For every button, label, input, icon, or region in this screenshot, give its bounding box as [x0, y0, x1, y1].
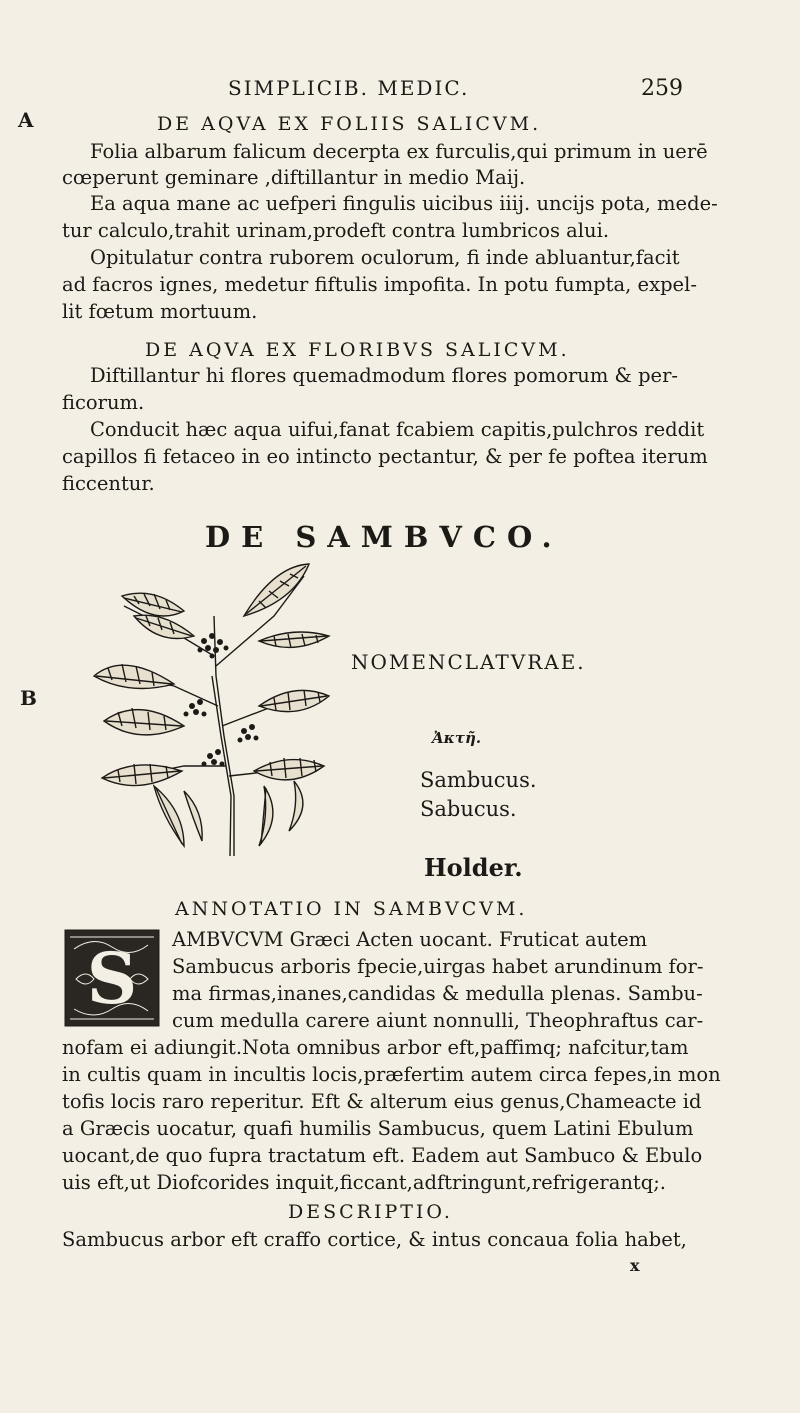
text-line: cum medulla carere aiunt nonnulli, Theophraftus car- [172, 1009, 704, 1032]
text-line: uocant,de quo fupra tractatum eft. Eadem aut Sambuco & Ebulo [62, 1144, 703, 1167]
text-line: Diftillantur hi flores quemadmodum flores pomorum & per- [90, 364, 679, 387]
text-line: Ea aqua mane ac uefperi fingulis uicibus iiij. uncijs pota, mede- [90, 192, 718, 215]
text-line: Conducit hæc aqua uifui,fanat fcabiem capitis,pulchros reddit [90, 418, 705, 441]
text-line: tur calculo,trahit urinam,prodeft contra lumbricos alui. [62, 219, 610, 242]
latin-name: Sabucus. [420, 797, 517, 821]
text-line: capillos fi fetaceo in eo intincto pectantur, & per fe poftea iterum [62, 445, 708, 468]
text-line: ad facros ignes, medetur fiftulis impofita. In potu fumpta, expel- [62, 273, 697, 296]
nomenclature-heading: NOMENCLATVRAE. [351, 650, 586, 674]
elder-plant-woodcut [84, 556, 332, 864]
german-name: Holder. [424, 853, 523, 882]
margin-letter-a: A [18, 108, 34, 132]
text-line: Sambucus arbor eft craffo cortice, & intus concaua folia habet, [62, 1228, 687, 1251]
text-line: Folia albarum falicum decerpta ex furculis,qui primum in uerē [90, 140, 708, 163]
margin-letter-b: B [20, 686, 37, 710]
text-line: Sambucus arboris fpecie,uirgas habet arundinum for- [172, 955, 704, 978]
section-heading-flowers: DE AQVA EX FLORIBVS SALICVM. [145, 339, 570, 361]
text-line: nofam ei adiungit.Nota omnibus arbor eft,paffimq; nafcitur,tam [62, 1036, 689, 1059]
text-line: Opitulatur contra ruborem oculorum, fi inde abluantur,facit [90, 246, 680, 269]
page-number: 259 [641, 76, 683, 101]
svg-text:S: S [86, 937, 138, 1020]
text-line: cœperunt geminare ,diftillantur in medio Maij. [62, 166, 526, 189]
text-line: tofis locis raro reperitur. Eft & alterum eius genus,Chameacte id [62, 1090, 702, 1113]
running-title: SIMPLICIB. MEDIC. [228, 76, 470, 100]
text-line: in cultis quam in incultis locis,præfertim autem circa fepes,in mon [62, 1063, 721, 1086]
annotatio-heading: ANNOTATIO IN SAMBVCVM. [175, 898, 528, 920]
text-line: ficorum. [62, 391, 145, 414]
descriptio-heading: DESCRIPTIO. [288, 1201, 453, 1223]
text-line: lit fœtum mortuum. [62, 300, 258, 323]
text-line: uis eft,ut Diofcorides inquit,ficcant,adftringunt,refrigerantq;. [62, 1171, 667, 1194]
text-line: ma firmas,inanes,candidas & medulla plenas. Sambu- [172, 982, 703, 1005]
chapter-heading-sambucus: DE SAMBVCO. [205, 520, 563, 554]
greek-name: Ἀκτῆ. [432, 729, 482, 747]
signature-mark: x [630, 1256, 640, 1275]
section-heading-leaves: DE AQVA EX FOLIIS SALICVM. [157, 113, 542, 135]
text-line: ficcentur. [62, 472, 155, 495]
latin-name: Sambucus. [420, 768, 537, 792]
text-line: AMBVCVM Græci Acten uocant. Fruticat autem [172, 928, 648, 951]
text-line: a Græcis uocatur, quafi humilis Sambucus, quem Latini Ebulum [62, 1117, 694, 1140]
decorated-initial [64, 929, 160, 1027]
